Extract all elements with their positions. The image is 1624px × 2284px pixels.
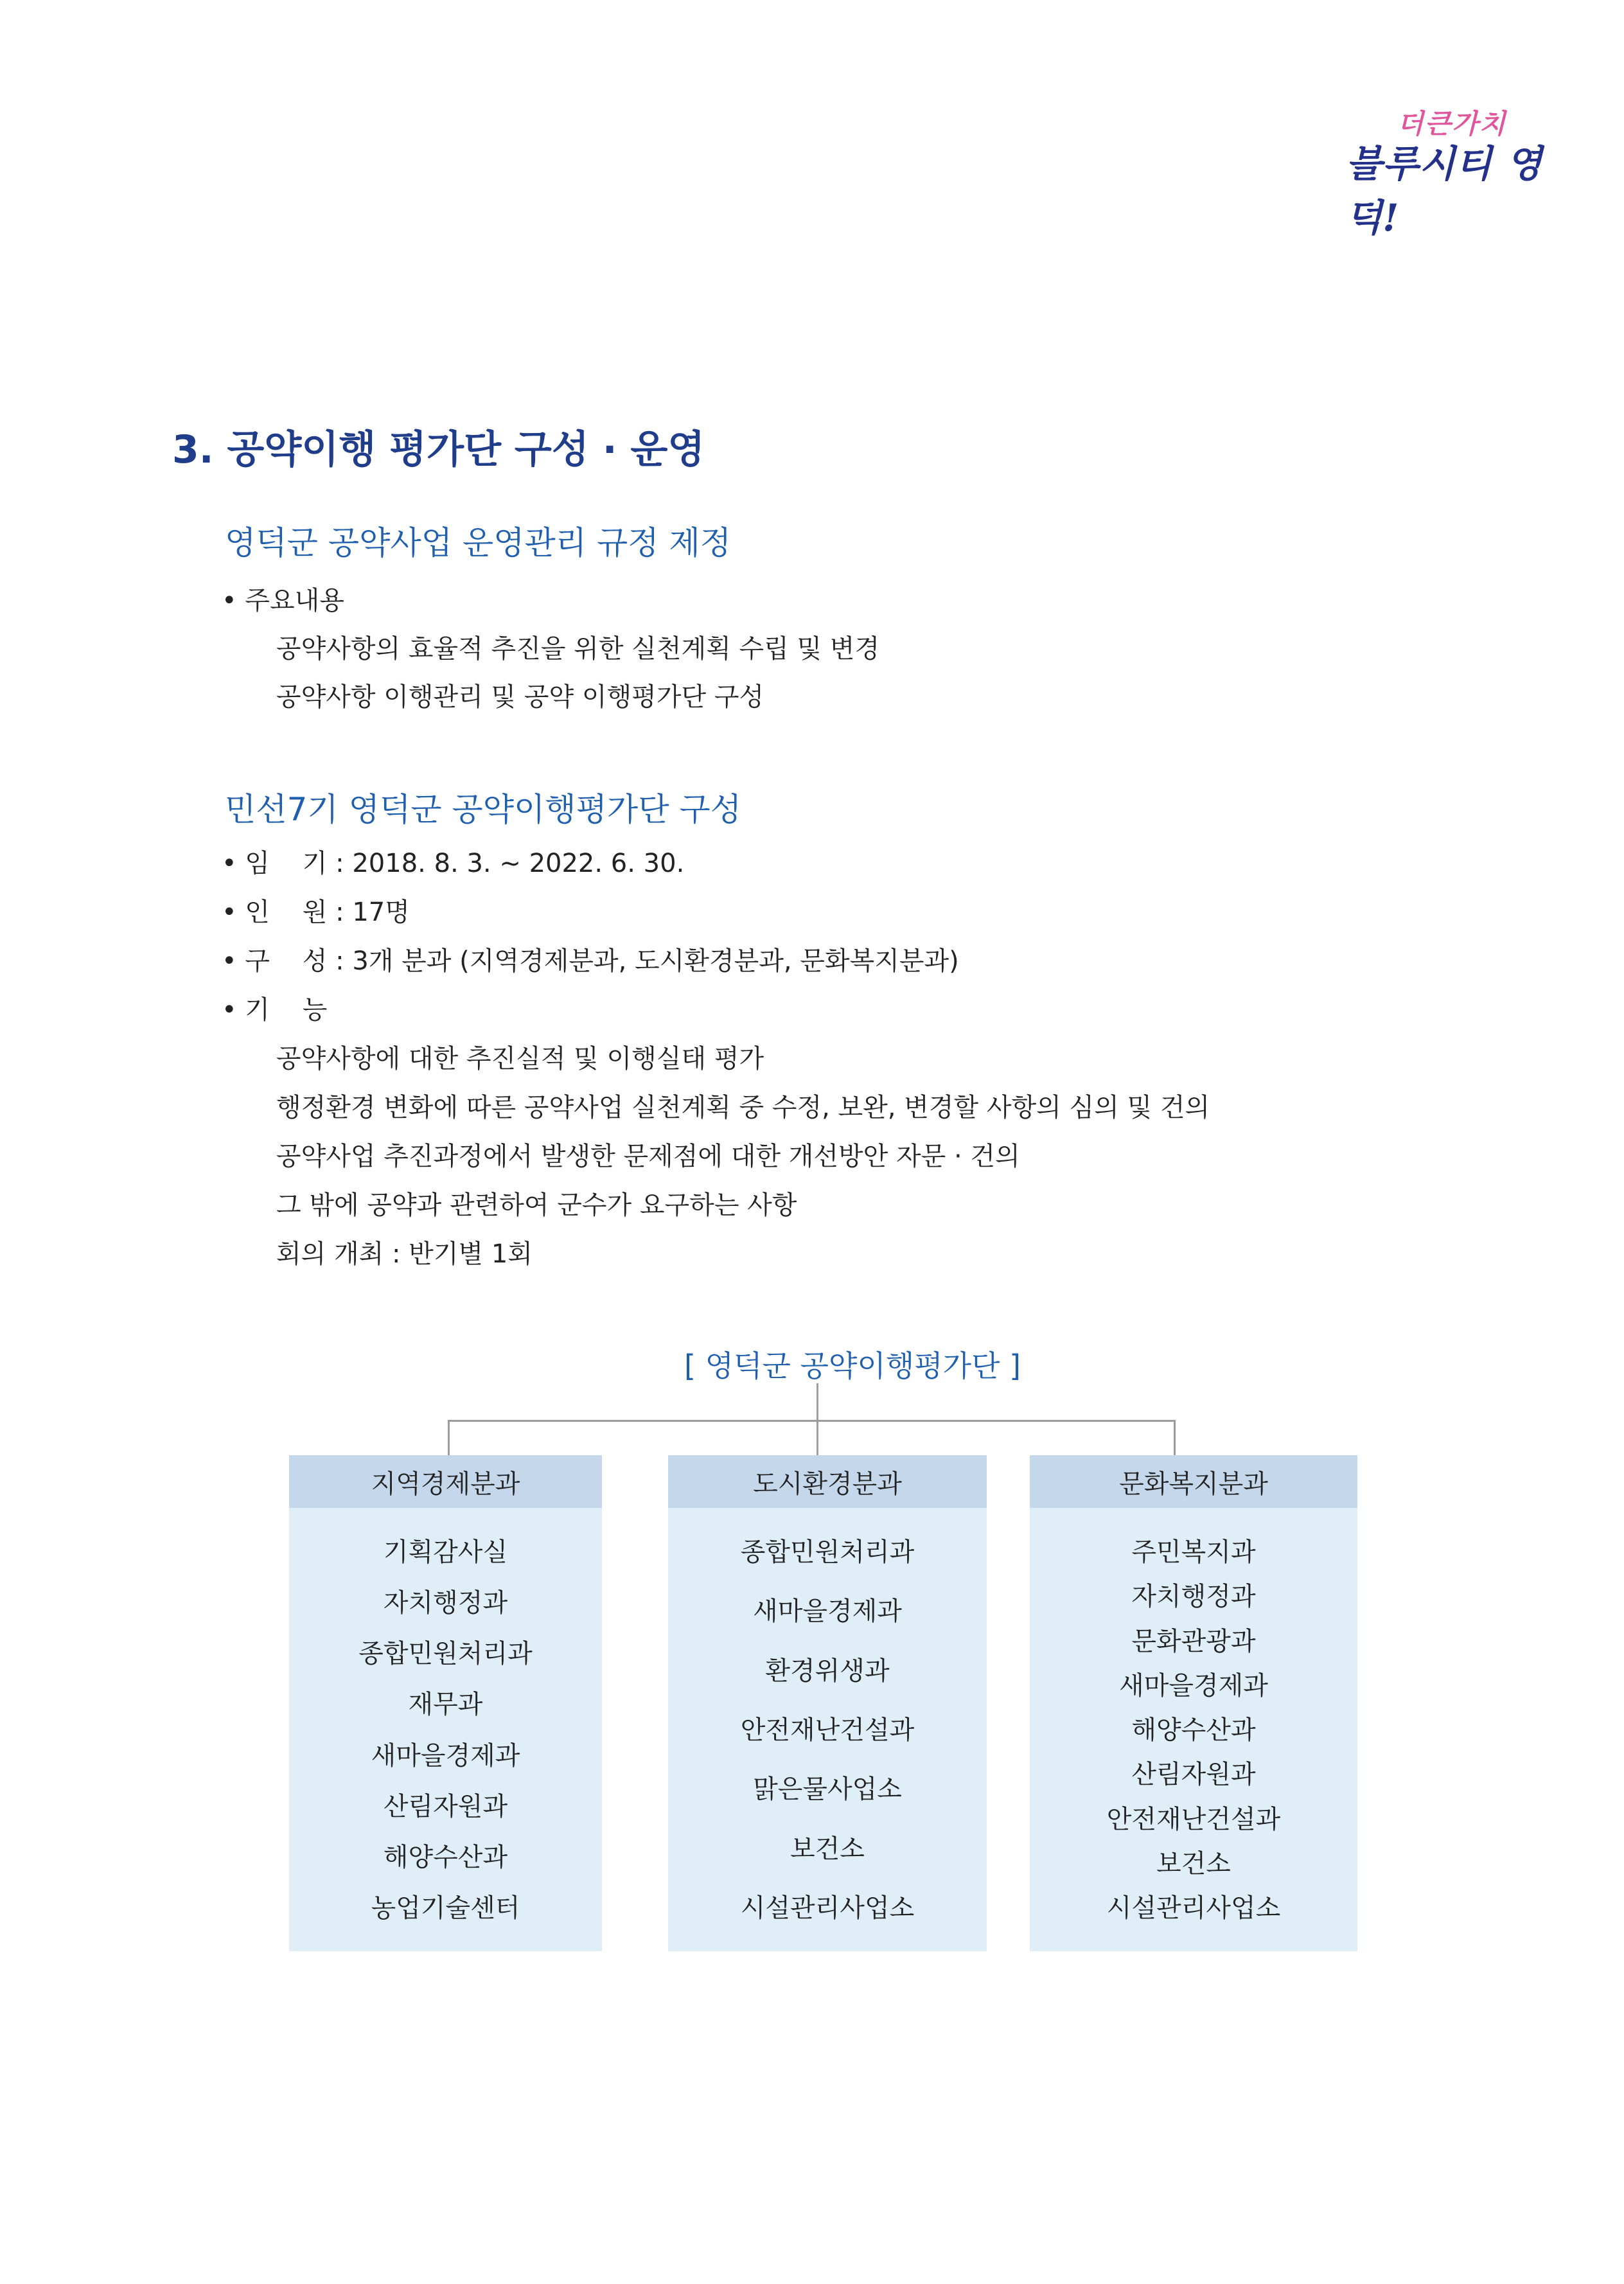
dept-item: 시설관리사업소: [740, 1893, 915, 1923]
dept-item: 보건소: [790, 1834, 865, 1864]
block1-title: 영덕군 공약사업 운영관리 규정 제정: [225, 524, 732, 562]
composition-bullet: • 구 성 : 3개 분과 (지역경제분과, 도시환경분과, 문화복지분과): [222, 946, 959, 976]
division-members: [1030, 1508, 1357, 1951]
dept-item: 새마을경제과: [371, 1740, 520, 1771]
dept-item: 자치행정과: [1131, 1582, 1256, 1612]
dept-item: 종합민원처리과: [740, 1537, 915, 1567]
dept-item: 환경위생과: [765, 1656, 890, 1686]
section-title: 3. 공약이행 평가단 구성 · 운영: [172, 427, 705, 472]
dept-item: 종합민원처리과: [358, 1639, 533, 1669]
term-bullet: • 임 기 : 2018. 8. 3. ~ 2022. 6. 30.: [222, 849, 685, 878]
dept-item: 안전재난건설과: [740, 1715, 915, 1745]
division-members: [668, 1508, 987, 1951]
block1-bullet: • 주요내용: [222, 586, 344, 615]
logo-slogan-top: 더큰가치: [1397, 108, 1507, 139]
dept-item: 보건소: [1156, 1848, 1231, 1879]
meeting-info: 회의 개최 : 반기별 1회: [276, 1239, 533, 1269]
members-bullet: • 인 원 : 17명: [222, 898, 410, 927]
dept-item: 해양수산과: [383, 1842, 508, 1872]
logo: [1346, 103, 1558, 240]
connector-left: [448, 1420, 450, 1455]
dept-item: 주민복지과: [1131, 1537, 1256, 1567]
dept-item: 산림자원과: [1131, 1760, 1256, 1790]
division-economy: [289, 1455, 602, 1951]
dept-item: 산림자원과: [383, 1791, 508, 1821]
division-header: 문화복지분과: [1030, 1455, 1357, 1508]
dept-item: 재무과: [408, 1690, 483, 1720]
dept-item: 새마을경제과: [1119, 1670, 1268, 1701]
division-header: 도시환경분과: [668, 1455, 987, 1508]
connector-horizontal: [448, 1420, 1176, 1422]
function-item: 공약사업 추진과정에서 발생한 문제점에 대한 개선방안 자문 · 건의: [276, 1142, 1020, 1171]
function-item: 행정환경 변화에 따른 공약사업 실천계획 중 수정, 보완, 변경할 사항의 심의 및 건의: [276, 1093, 1210, 1122]
dept-item: 시설관리사업소: [1106, 1893, 1281, 1923]
block1-item: 공약사항의 효율적 추진을 위한 실천계획 수립 및 변경: [276, 634, 880, 664]
dept-item: 기획감사실: [383, 1537, 508, 1567]
connector-center: [816, 1383, 818, 1455]
dept-item: 농업기술센터: [371, 1893, 520, 1923]
logo-slogan-bottom: 블루시티 영덕!: [1346, 142, 1543, 240]
division-header: 지역경제분과: [289, 1455, 602, 1508]
division-welfare: [1030, 1455, 1357, 1951]
function-item: 그 밖에 공약과 관련하여 군수가 요구하는 사항: [276, 1191, 797, 1220]
dept-item: 새마을경제과: [753, 1597, 902, 1627]
org-chart-title: [ 영덕군 공약이행평가단 ]: [684, 1349, 1021, 1383]
dept-item: 안전재난건설과: [1106, 1804, 1281, 1834]
dept-item: 맑은물사업소: [753, 1775, 902, 1805]
block1-item: 공약사항 이행관리 및 공약 이행평가단 구성: [276, 682, 764, 712]
dept-item: 자치행정과: [383, 1588, 508, 1618]
function-bullet: • 기 능: [222, 995, 328, 1025]
dept-item: 해양수산과: [1131, 1715, 1256, 1745]
dept-item: 문화관광과: [1131, 1626, 1256, 1656]
function-item: 공약사항에 대한 추진실적 및 이행실태 평가: [276, 1044, 764, 1074]
division-environment: [668, 1455, 987, 1951]
block2-title: 민선7기 영덕군 공약이행평가단 구성: [225, 791, 741, 828]
division-members: [289, 1508, 602, 1951]
connector-right: [1174, 1420, 1176, 1455]
